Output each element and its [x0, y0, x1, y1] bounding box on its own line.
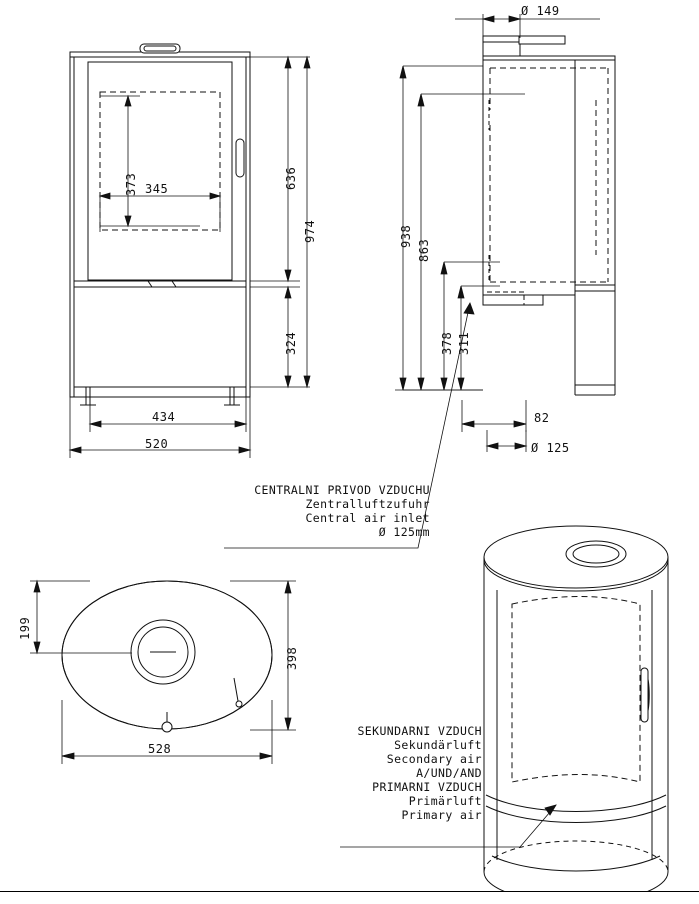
annotation-line: Secondary air: [386, 752, 482, 766]
annotation-secondary-primary-air: [340, 724, 482, 822]
annotation-line: CENTRALNI PRIVOD VZDUCHU: [254, 483, 430, 497]
annotation-line: Zentralluftzufuhr: [305, 497, 430, 511]
dim-324: 324: [284, 331, 298, 355]
dim-373: 373: [124, 172, 138, 196]
sheet-border-bottom: [0, 891, 699, 904]
annotation-line: Sekundärluft: [394, 738, 482, 752]
annotation-line: SEKUNDARNI VZDUCH: [357, 724, 482, 738]
dim-938: 938: [399, 224, 413, 248]
annotation-line: Primärluft: [408, 794, 482, 808]
annotation-central-air-inlet: [228, 483, 430, 539]
dim-199: 199: [18, 616, 32, 640]
dim-345: 345: [145, 182, 169, 196]
side-view-geometry: [483, 36, 615, 395]
dim-434: 434: [152, 410, 176, 424]
annotation-line: A/UND/AND: [416, 766, 482, 780]
dim-636: 636: [284, 166, 298, 190]
dim-398: 398: [285, 646, 299, 670]
dim-528: 528: [148, 742, 172, 756]
dim-311: 311: [457, 331, 471, 355]
dim-378: 378: [440, 331, 454, 355]
dim-974: 974: [303, 219, 317, 243]
front-view-geometry: [70, 44, 250, 405]
dim-520: 520: [145, 437, 169, 451]
iso-view-geometry: [484, 526, 668, 903]
dim-863: 863: [417, 238, 431, 262]
annotation-line: Central air inlet: [305, 511, 430, 525]
annotation-line: PRIMARNI VZDUCH: [372, 780, 482, 794]
dim-125: Ø 125: [531, 441, 570, 455]
dim-149: Ø 149: [521, 4, 560, 18]
dim-82: 82: [534, 411, 550, 425]
annotation-line: Ø 125mm: [378, 525, 430, 539]
annotation-line: Primary air: [401, 808, 482, 822]
top-view-geometry: [62, 581, 272, 732]
